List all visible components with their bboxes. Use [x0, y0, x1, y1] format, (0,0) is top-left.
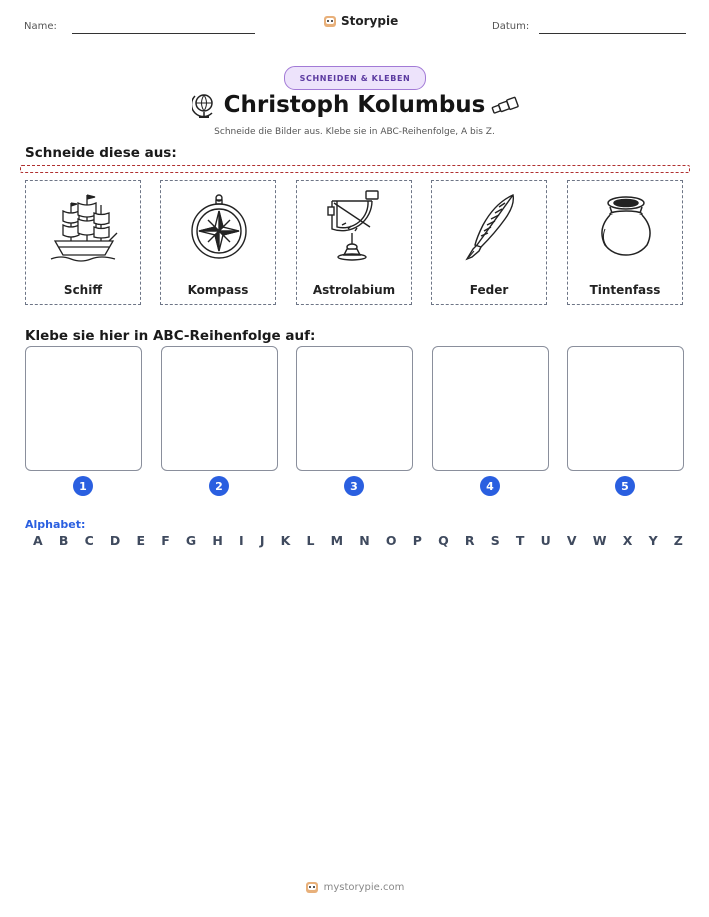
alphabet-letter: F — [161, 533, 170, 548]
name-line[interactable] — [72, 33, 255, 34]
alphabet-letter: R — [464, 533, 475, 548]
activity-tag: SCHNEIDEN & KLEBEN — [284, 66, 426, 90]
instructions: Schneide die Bilder aus. Klebe sie in ABC-Reihenfolge, A bis Z. — [214, 127, 495, 137]
inkwell-icon — [591, 189, 661, 263]
alphabet-row — [33, 533, 683, 548]
alphabet-letter: L — [306, 533, 315, 548]
alphabet-letter: J — [259, 533, 265, 548]
card-astrolabium[interactable] — [296, 180, 412, 305]
slot-number-badge: 5 — [615, 476, 635, 496]
card-schiff[interactable] — [25, 180, 141, 305]
quill-icon — [455, 189, 525, 263]
brand-logo — [323, 14, 398, 28]
alphabet-letter: V — [566, 533, 577, 548]
alphabet-letter: C — [84, 533, 94, 548]
date-line[interactable] — [539, 33, 686, 34]
alphabet-letter: M — [330, 533, 344, 548]
alphabet-letter: D — [109, 533, 121, 548]
alphabet-letter: U — [540, 533, 551, 548]
alphabet-letter: W — [592, 533, 607, 548]
card-feder[interactable] — [431, 180, 547, 305]
alphabet-letter: Z — [673, 533, 683, 548]
slot-number-badge: 2 — [209, 476, 229, 496]
card-kompass[interactable] — [160, 180, 276, 305]
brand-name: Storypie — [341, 14, 399, 28]
paste-slot-4[interactable] — [432, 346, 549, 471]
compass-icon — [184, 189, 254, 263]
spyglass-icon — [490, 95, 520, 115]
alphabet-letter: A — [33, 533, 43, 548]
date-label: Datum: — [492, 21, 530, 32]
alphabet-letter: T — [515, 533, 525, 548]
alphabet-letter: N — [359, 533, 370, 548]
alphabet-letter: B — [58, 533, 69, 548]
paste-slot-1[interactable] — [25, 346, 142, 471]
page-title: Christoph Kolumbus — [223, 92, 486, 118]
storypie-mascot-icon — [305, 880, 319, 894]
alphabet-letter: P — [412, 533, 422, 548]
paste-slot-3[interactable] — [296, 346, 413, 471]
alphabet-letter: H — [212, 533, 223, 548]
alphabet-letter: E — [136, 533, 146, 548]
alphabet-letter: K — [280, 533, 291, 548]
alphabet-letter: G — [185, 533, 197, 548]
cut-heading: Schneide diese aus: — [25, 145, 177, 161]
paste-heading: Klebe sie hier in ABC-Reihenfolge auf: — [25, 328, 316, 344]
paste-slot-2[interactable] — [161, 346, 278, 471]
alphabet-letter: Q — [438, 533, 449, 548]
alphabet-letter: Y — [648, 533, 658, 548]
alphabet-letter: S — [490, 533, 500, 548]
card-label: Feder — [469, 283, 509, 297]
card-label: Astrolabium — [312, 283, 396, 297]
alphabet-letter: O — [385, 533, 397, 548]
slot-number-badge: 4 — [480, 476, 500, 496]
footer-url[interactable]: mystorypie.com — [323, 881, 405, 893]
card-tintenfass[interactable] — [567, 180, 683, 305]
card-label: Tintenfass — [589, 283, 661, 297]
ship-icon — [49, 189, 119, 263]
footer — [0, 880, 709, 894]
card-label: Schiff — [63, 283, 103, 297]
paste-slot-5[interactable] — [567, 346, 684, 471]
alphabet-letter: X — [622, 533, 633, 548]
cut-line — [20, 165, 690, 173]
slot-number-badge: 3 — [344, 476, 364, 496]
alphabet-letter: I — [239, 533, 244, 548]
slot-number-badge: 1 — [73, 476, 93, 496]
astrolabe-icon — [320, 189, 390, 263]
alphabet-label: Alphabet: — [25, 518, 86, 531]
storypie-mascot-icon — [323, 14, 337, 28]
name-label: Name: — [24, 21, 57, 32]
card-label: Kompass — [187, 283, 249, 297]
